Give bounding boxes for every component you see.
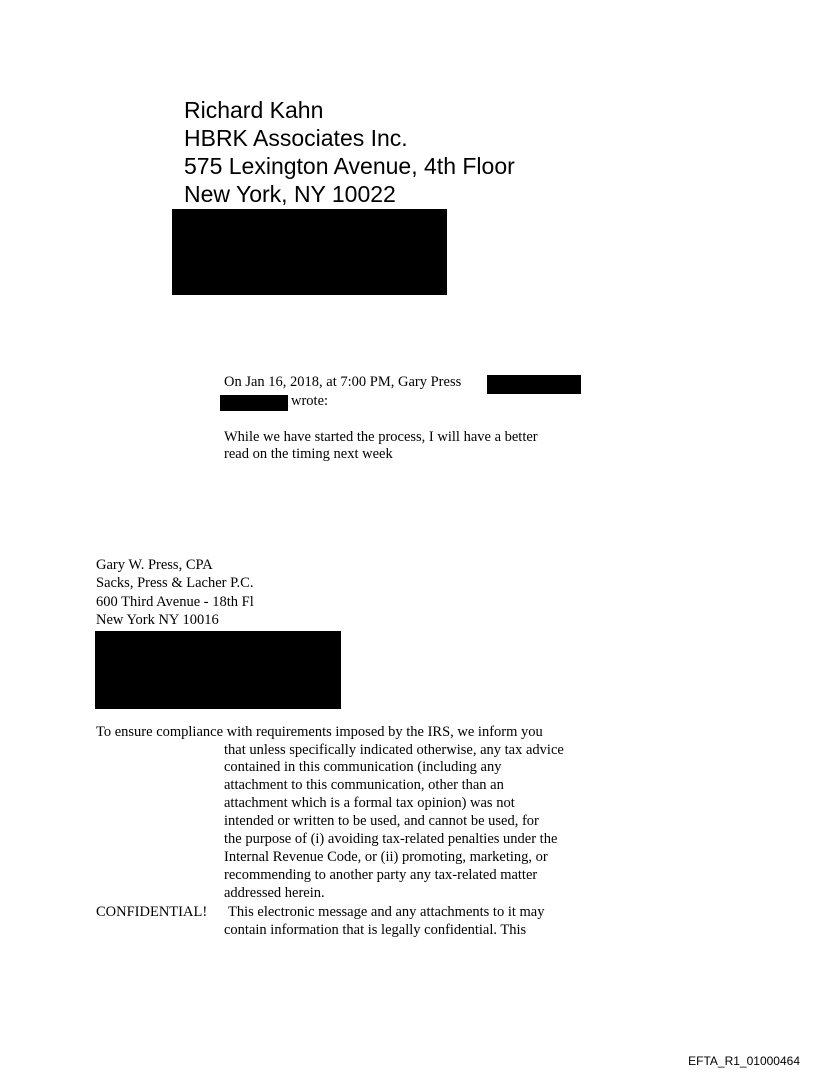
quoted-message-line2: read on the timing next week: [224, 446, 393, 462]
disclaimer-line: that unless specifically indicated otherwise, any tax advice: [224, 742, 564, 758]
disclaimer-line: Internal Revenue Code, or (ii) promoting, marketing, or: [224, 849, 548, 865]
signature-name: Richard Kahn: [184, 97, 324, 123]
quoted-header-suffix: wrote:: [291, 393, 329, 409]
quoted-message-line1: While we have started the process, I will have a better: [224, 429, 538, 445]
confidential-line2: contain information that is legally confidential. This: [224, 922, 527, 938]
redaction-block-sender-contact: [95, 631, 341, 709]
signature-address-line1: 575 Lexington Avenue, 4th Floor: [184, 153, 515, 179]
sender-city: New York NY 10016: [96, 612, 219, 628]
confidential-line1: This electronic message and any attachments to it may: [228, 904, 545, 920]
disclaimer-line: the purpose of (i) avoiding tax-related penalties under the: [224, 831, 558, 847]
disclaimer-line: recommending to another party any tax-related matter: [224, 867, 538, 883]
signature-address-line2: New York, NY 10022: [184, 181, 396, 207]
redaction-sender-email: [487, 375, 581, 394]
redaction-block-contact: [172, 209, 447, 295]
disclaimer-line: attachment to this communication, other than an: [224, 777, 504, 793]
signature-company: HBRK Associates Inc.: [184, 125, 408, 151]
disclaimer-line: addressed herein.: [224, 885, 325, 901]
disclaimer-line: contained in this communication (including any: [224, 759, 502, 775]
document-id: EFTA_R1_01000464: [688, 1054, 800, 1068]
confidential-label: CONFIDENTIAL!: [96, 904, 208, 920]
sender-street: 600 Third Avenue - 18th Fl: [96, 594, 254, 610]
sender-firm: Sacks, Press & Lacher P.C.: [96, 575, 254, 591]
disclaimer-line: intended or written to be used, and cannot be used, for: [224, 813, 539, 829]
sender-name: Gary W. Press, CPA: [96, 557, 213, 573]
disclaimer-line: To ensure compliance with requirements imposed by the IRS, we inform you: [96, 724, 543, 740]
disclaimer-line: attachment which is a formal tax opinion) was not: [224, 795, 515, 811]
quoted-header-prefix: On Jan 16, 2018, at 7:00 PM, Gary Press: [224, 374, 462, 390]
redaction-sender-email-cont: [220, 395, 288, 411]
